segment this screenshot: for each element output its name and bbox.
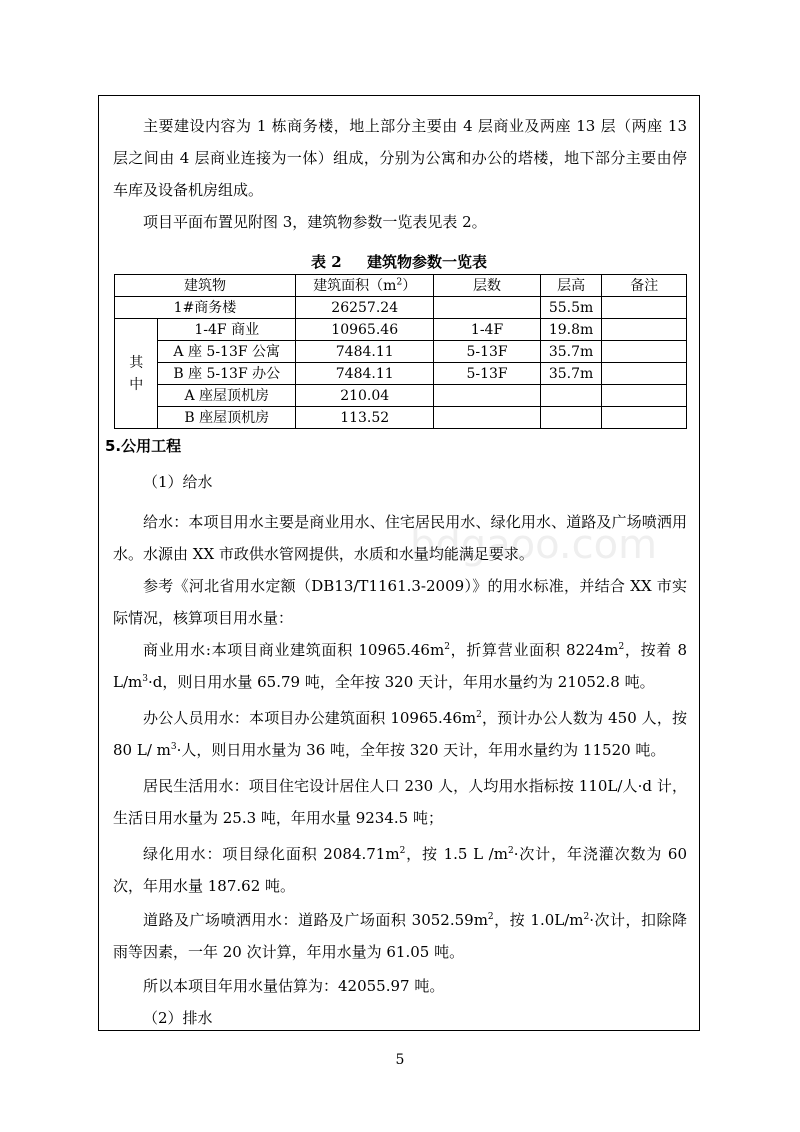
road-text-b: ，按 1.0L/m xyxy=(493,911,584,929)
cell-note xyxy=(602,363,687,385)
header-floors: 层数 xyxy=(434,275,540,297)
cell-height: 55.5m xyxy=(540,297,602,319)
table-row xyxy=(115,341,687,363)
green-text-a: 绿化用水：项目绿化面积 2084.71m xyxy=(143,845,400,863)
cell-note xyxy=(602,297,687,319)
cell-name: 1#商务楼 xyxy=(115,297,296,319)
header-note: 备注 xyxy=(602,275,687,297)
subsection-water-supply: （1）给水 xyxy=(143,473,213,491)
cell-height: 35.7m xyxy=(540,341,602,363)
building-params-table xyxy=(114,274,687,429)
content-frame xyxy=(98,95,700,1031)
cell-name: A 座 5-13F 公寓 xyxy=(158,341,296,363)
office-text-c: ·人，则日用水量为 36 吨，全年按 320 天计，年用水量约为 11520 吨。 xyxy=(176,741,666,759)
commercial-text-b: ，折算营业面积 8224m xyxy=(449,641,619,659)
sup-3: 3 xyxy=(142,674,148,684)
cell-height: 19.8m xyxy=(540,319,602,341)
road-text-c: ·次计，扣除降雨等因素，一年 20 次计算，年用水量为 61.05 吨。 xyxy=(113,911,687,961)
table-header-row xyxy=(115,275,687,297)
table-row xyxy=(115,363,687,385)
cell-note xyxy=(602,319,687,341)
subsection-drainage: （2）排水 xyxy=(143,1009,213,1027)
table-caption-number: 表 2 xyxy=(311,253,342,271)
sup-2: 2 xyxy=(444,642,450,652)
sup-2: 2 xyxy=(583,912,590,922)
sup-3: 3 xyxy=(170,742,177,752)
cell-floors: 5-13F xyxy=(434,341,540,363)
cell-floors xyxy=(434,297,540,319)
page-number: 5 xyxy=(395,1052,405,1068)
section-title: 5.公用工程 xyxy=(105,437,182,455)
table-caption-title: 建筑物参数一览表 xyxy=(366,253,487,271)
green-text-c: ·次计，年浇灌次数为 60 次，年用水量 187.62 吨。 xyxy=(113,845,687,895)
cell-area: 210.04 xyxy=(295,385,433,407)
office-text-b: ，预计办公人数为 450 人，按 80 L/ m xyxy=(113,709,687,759)
intro-paragraph-1: 主要建设内容为 1 栋商务楼，地上部分主要由 4 层商业及两座 13 层（两座 13 层之间由 4 层商业连接为一体）组成，分别为公寓和办公的塔楼，地下部分主要由停车库及设备机房组成。 xyxy=(113,117,687,199)
cell-area: 7484.11 xyxy=(295,341,433,363)
cell-floors: 5-13F xyxy=(434,363,540,385)
cell-name: A 座屋顶机房 xyxy=(158,385,296,407)
watermark: bdgaoo.com xyxy=(410,522,658,568)
green-text-b: ，按 1.5 L /m xyxy=(405,845,508,863)
commercial-text-a: 商业用水:本项目商业建筑面积 10965.46m xyxy=(143,641,445,659)
table-row xyxy=(115,385,687,407)
sup-2: 2 xyxy=(476,710,482,720)
intro-paragraph-2: 项目平面布置见附图 3，建筑物参数一览表见表 2。 xyxy=(143,213,487,231)
cell-name: B 座屋顶机房 xyxy=(158,407,296,429)
road-text-a: 道路及广场喷洒用水：道路及广场面积 3052.59m xyxy=(143,911,488,929)
cell-note xyxy=(602,407,687,429)
table-row xyxy=(115,407,687,429)
table-row xyxy=(115,297,687,319)
cell-height: 35.7m xyxy=(540,363,602,385)
header-area-sup: 2 xyxy=(396,276,403,287)
cell-area: 10965.46 xyxy=(295,319,433,341)
office-text-a: 办公人员用水：本项目办公建筑面积 10965.46m xyxy=(143,709,477,727)
cell-area: 113.52 xyxy=(295,407,433,429)
reference-paragraph: 参考《河北省用水定额（DB13/T1161.3-2009）》的用水标准，并结合 XX 市实际情况，核算项目用水量： xyxy=(113,577,687,627)
group-label-2: 中 xyxy=(129,376,144,393)
header-building: 建筑物 xyxy=(115,275,296,297)
sup-2: 2 xyxy=(507,846,514,856)
cell-area: 26257.24 xyxy=(295,297,433,319)
road-water-paragraph xyxy=(113,904,687,968)
resident-water-paragraph: 居民生活用水：项目住宅设计居住人口 230 人，人均用水指标按 110L/人·d 计，生活日用水量为 25.3 吨，年用水量 9234.5 吨； xyxy=(113,777,687,827)
cell-area: 7484.11 xyxy=(295,363,433,385)
total-water-paragraph: 所以本项目年用水量估算为：42055.97 吨。 xyxy=(143,977,445,995)
cell-floors xyxy=(434,385,540,407)
header-height: 层高 xyxy=(540,275,602,297)
table-caption xyxy=(99,251,699,273)
commercial-water-paragraph xyxy=(113,634,687,698)
header-area: 建筑面积$(m^2)$ xyxy=(295,275,433,297)
sup-2: 2 xyxy=(618,642,625,652)
commercial-text-d: ·d，则日用水量 65.79 吨，全年按 320 天计，年用水量约为 21052.8 吨。 xyxy=(147,673,655,691)
water-supply-paragraph: 给水：本项目用水主要是商业用水、住宅居民用水、绿化用水、道路及广场喷洒用水。水源由 XX 市政供水管网提供，水质和水量均能满足要求。 xyxy=(113,513,687,563)
cell-height xyxy=(540,385,602,407)
cell-note xyxy=(602,341,687,363)
cell-note xyxy=(602,385,687,407)
cell-name: 1-4F 商业 xyxy=(158,319,296,341)
cell-name: B 座 5-13F 办公 xyxy=(158,363,296,385)
group-label-1: 其 xyxy=(129,354,144,371)
cell-floors: 1-4F xyxy=(434,319,540,341)
table-row xyxy=(115,319,687,341)
office-water-paragraph xyxy=(113,702,687,766)
cell-floors xyxy=(434,407,540,429)
cell-height xyxy=(540,407,602,429)
sup-2: 2 xyxy=(399,846,406,856)
green-water-paragraph xyxy=(113,838,687,902)
group-label-cell xyxy=(115,319,158,429)
sup-2: 2 xyxy=(487,912,494,922)
commercial-text-c: ，按着 8 L/m xyxy=(113,641,688,691)
